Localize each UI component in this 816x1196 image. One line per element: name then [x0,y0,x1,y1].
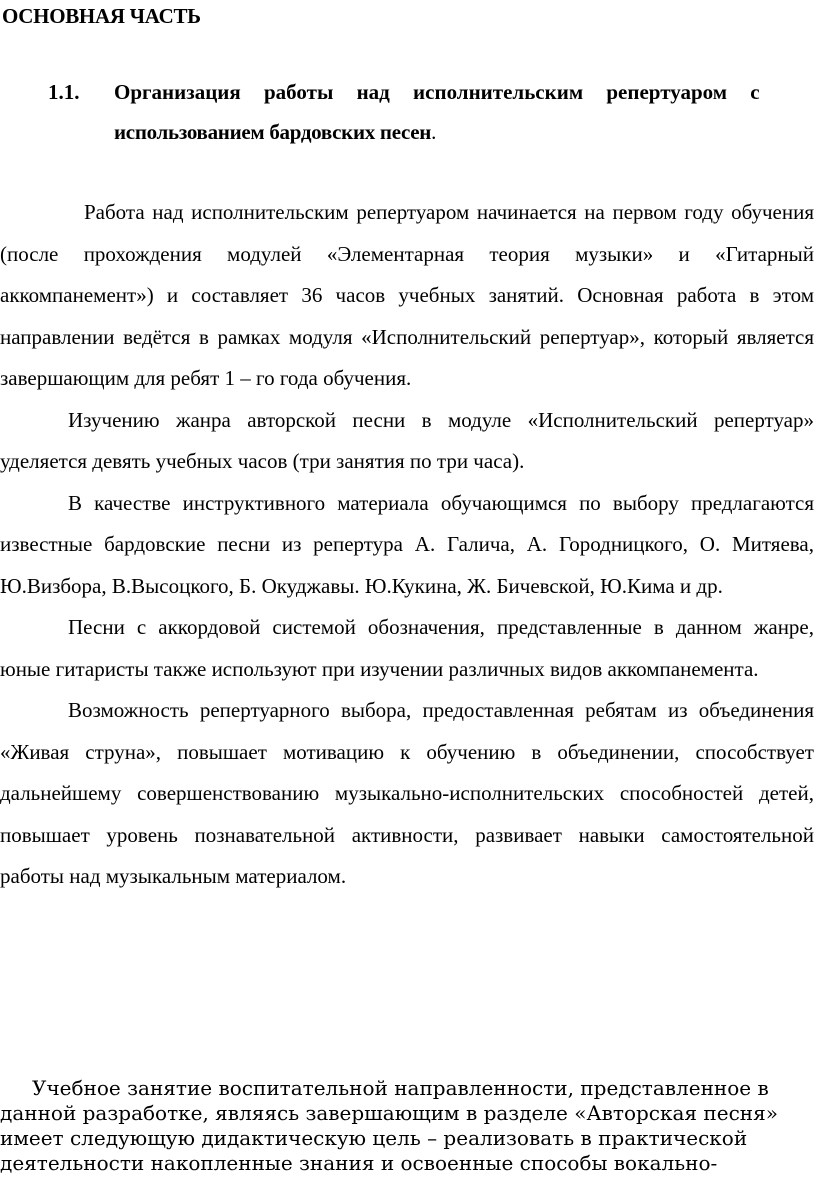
paragraph-1: Работа над исполнительским репертуаром начинается на первом году обучения (после прохождения модулей «Элементарная теория музыки» и «Гитарный аккомпанемент») и составляет 36 часов учебных занятий. Основная работа в этом направлении ведётся в рамках модуля «Исполнительский репертуар», который является завершающим для ребят 1 – го года обучения. [0,200,814,390]
tail-text [0,1076,790,1176]
section-title-line2 [114,112,436,152]
section-title-end: . [431,120,437,144]
section-title-line2-text: использованием бардовских песен [114,120,432,144]
section-number: 1.1. [48,80,80,104]
paragraph-4: Песни с аккордовой системой обозначения, представленные в данном жанре, юные гитаристы также используют при изучении различных видов аккомпанемента. [0,615,814,681]
body-text [0,192,814,898]
paragraph-5: Возможность репертуарного выбора, предоставленная ребятам из объединения «Живая струна», повышает мотивацию к обучению в объединении, способствует дальнейшему совершенствованию музыкально-исполнительских способностей детей, повышает уровень познавательной активности, развивает навыки самостоятельной работы над музыкальным материалом. [0,698,814,888]
chapter-title: ОСНОВНАЯ ЧАСТЬ [2,4,201,28]
paragraph-3: В качестве инструктивного материала обучающимся по выбору предлагаются известные бардовские песни из репертура А. Галича, А. Городницкого, О. Митяева, Ю.Визбора, В.Высоцкого, Б. Окуджавы. Ю.Кукина, Ж. Бичевской, Ю.Кима и др. [0,490,814,598]
paragraph-6: Учебное занятие воспитательной направленности, представленное в данной разработке, являясь завершающим в разделе «Авторская песня» имеет следующую дидактическую цель – реализовать в практической деятельности накопленные знания и освоенные способы вокально- [0,1076,778,1175]
paragraph-2: Изучению жанра авторской песни в модуле «Исполнительский репертуар» уделяется девять учебных часов (три занятия по три часа). [0,407,814,473]
section-title-line1: Организация работы над исполнительским репертуаром с [114,80,760,104]
